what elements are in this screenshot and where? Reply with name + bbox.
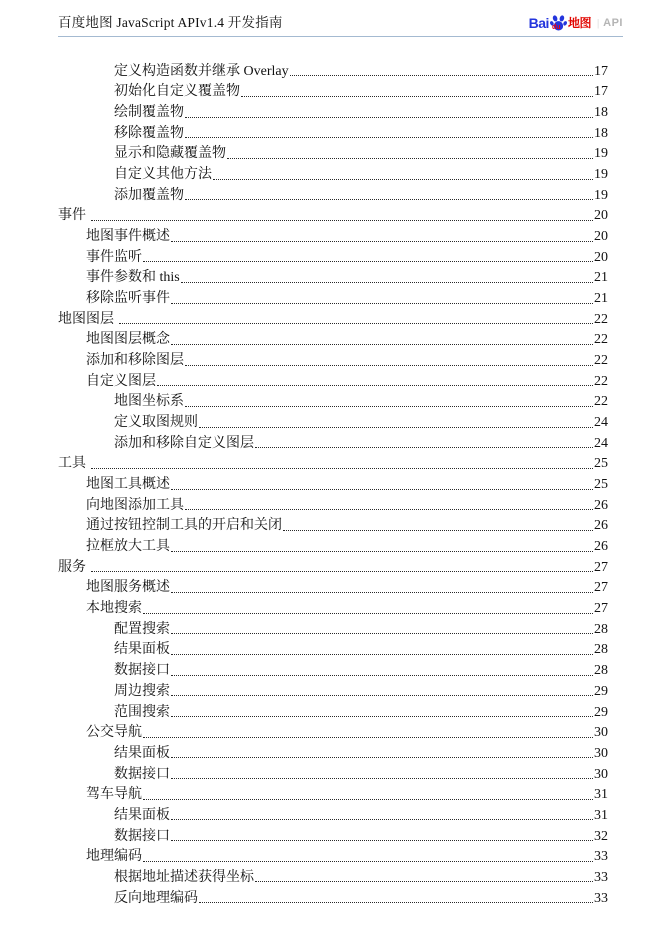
toc-page-number: 32 [594, 828, 608, 844]
toc-entry[interactable] [58, 783, 608, 804]
toc-page-number: 26 [594, 497, 608, 513]
toc-entry-label: 定义取图规则 [114, 415, 198, 431]
toc-entry-label: 范围搜索 [114, 704, 170, 720]
logo-text-map: 地图 [567, 16, 591, 30]
toc-entry[interactable] [58, 555, 608, 576]
toc-leader-dots [255, 447, 593, 448]
toc-leader-dots [171, 695, 593, 696]
toc-entry[interactable] [58, 638, 608, 659]
toc-page-number: 22 [594, 311, 608, 327]
toc-entry[interactable] [58, 617, 608, 638]
toc-entry[interactable] [58, 472, 608, 493]
toc-entry[interactable] [58, 576, 608, 597]
toc-entry-label: 结果面板 [114, 745, 170, 761]
toc-leader-dots [241, 96, 593, 97]
toc-page-number: 22 [594, 353, 608, 369]
toc-page-number: 17 [594, 63, 608, 79]
toc-leader-dots [171, 654, 593, 655]
document-title: 百度地图 JavaScript APIv1.4 开发指南 [58, 15, 283, 30]
toc-entry[interactable] [58, 514, 608, 535]
toc-entry[interactable] [58, 266, 608, 287]
toc-entry-label: 添加覆盖物 [114, 187, 184, 203]
toc-entry-label: 地图事件概述 [86, 229, 170, 245]
toc-entry[interactable] [58, 431, 608, 452]
toc-leader-dots [185, 406, 593, 407]
toc-entry-label: 定义构造函数并继承 Overlay [114, 63, 289, 79]
toc-entry-label: 事件 [58, 208, 86, 224]
toc-entry[interactable] [58, 452, 608, 473]
toc-entry-label: 结果面板 [114, 642, 170, 658]
toc-page-number: 20 [594, 208, 608, 224]
toc-entry-label: 地图图层概念 [86, 332, 170, 348]
toc-leader-dots [91, 220, 593, 221]
toc-leader-dots [171, 716, 593, 717]
toc-entry[interactable] [58, 142, 608, 163]
toc-leader-dots [91, 571, 593, 572]
toc-entry-label: 地图服务概述 [86, 580, 170, 596]
toc-page-number: 19 [594, 167, 608, 183]
toc-entry[interactable] [58, 596, 608, 617]
baidu-paw-icon [550, 14, 567, 31]
toc-leader-dots [290, 75, 593, 76]
toc-entry-label: 绘制覆盖物 [114, 105, 184, 121]
toc-leader-dots [171, 489, 593, 490]
toc-entry-label: 服务 [58, 559, 86, 575]
toc-leader-dots [143, 737, 593, 738]
toc-page-number: 20 [594, 229, 608, 245]
toc-page-number: 31 [594, 807, 608, 823]
toc-page-number: 33 [594, 849, 608, 865]
toc-entry-label: 移除监听事件 [86, 291, 170, 307]
toc-entry-label: 添加和移除图层 [86, 353, 184, 369]
toc-page-number: 28 [594, 663, 608, 679]
toc-entry[interactable] [58, 224, 608, 245]
toc-page-number: 29 [594, 683, 608, 699]
toc-entry-label: 地图坐标系 [114, 394, 184, 410]
toc-entry[interactable] [58, 534, 608, 555]
toc-entry[interactable] [58, 121, 608, 142]
toc-page-number: 21 [594, 291, 608, 307]
toc-leader-dots [255, 881, 593, 882]
toc-entry[interactable] [58, 204, 608, 225]
toc-leader-dots [143, 613, 593, 614]
toc-leader-dots [171, 592, 593, 593]
toc-page-number: 30 [594, 766, 608, 782]
toc-page-number: 31 [594, 787, 608, 803]
toc-page-number: 29 [594, 704, 608, 720]
toc-leader-dots [171, 778, 593, 779]
toc-leader-dots [283, 530, 593, 531]
toc-page-number: 22 [594, 394, 608, 410]
toc-entry-label: 自定义图层 [86, 373, 156, 389]
toc-leader-dots [181, 282, 593, 283]
toc-leader-dots [171, 819, 593, 820]
toc-entry-label: 事件监听 [86, 249, 142, 265]
toc-entry-label: 向地图添加工具 [86, 497, 184, 513]
toc-entry-label: 地理编码 [86, 849, 142, 865]
toc-leader-dots [171, 633, 593, 634]
toc-page-number: 25 [594, 456, 608, 472]
toc-leader-dots [213, 179, 593, 180]
toc-leader-dots [185, 365, 593, 366]
toc-entry[interactable] [58, 80, 608, 101]
toc-entry[interactable] [58, 100, 608, 121]
toc-page-number: 27 [594, 559, 608, 575]
toc-entry-label: 数据接口 [114, 766, 170, 782]
toc-page-number: 28 [594, 621, 608, 637]
toc-entry[interactable] [58, 369, 608, 390]
toc-entry-label: 反向地理编码 [114, 890, 198, 906]
toc-page-number: 18 [594, 125, 608, 141]
toc-entry-label: 公交导航 [86, 725, 142, 741]
toc-leader-dots [171, 551, 593, 552]
toc-page-number: 25 [594, 477, 608, 493]
toc-entry[interactable] [58, 493, 608, 514]
toc-page-number: 33 [594, 890, 608, 906]
toc-page-number: 22 [594, 332, 608, 348]
toc-entry-label: 拉框放大工具 [86, 539, 170, 555]
toc-entry[interactable] [58, 865, 608, 886]
toc-entry-label: 配置搜索 [114, 621, 170, 637]
toc-leader-dots [171, 241, 593, 242]
toc-page-number: 22 [594, 373, 608, 389]
toc-entry[interactable] [58, 59, 608, 80]
logo-text-bai: Bai [528, 14, 549, 31]
toc-leader-dots [185, 199, 593, 200]
toc-entry[interactable] [58, 679, 608, 700]
toc-entry[interactable] [58, 162, 608, 183]
toc-entry-label: 工具 [58, 456, 86, 472]
toc-leader-dots [143, 861, 593, 862]
toc-entry[interactable] [58, 762, 608, 783]
toc-page-number: 28 [594, 642, 608, 658]
toc-entry-label: 事件参数和 this [86, 270, 180, 286]
toc-entry-label: 初始化自定义覆盖物 [114, 84, 240, 100]
baidu-maps-logo [529, 14, 623, 31]
toc-leader-dots [119, 323, 593, 324]
toc-page-number: 24 [594, 415, 608, 431]
toc-leader-dots [171, 344, 593, 345]
toc-page-number: 18 [594, 105, 608, 121]
toc-leader-dots [143, 261, 593, 262]
page-header [58, 0, 623, 37]
toc-entry[interactable] [58, 721, 608, 742]
toc-entry-label: 驾车导航 [86, 787, 142, 803]
toc-leader-dots [143, 799, 593, 800]
toc-page-number: 27 [594, 580, 608, 596]
toc-entry[interactable] [58, 410, 608, 431]
toc-page-number: 21 [594, 270, 608, 286]
toc-entry[interactable] [58, 286, 608, 307]
toc-page-number: 26 [594, 539, 608, 555]
toc-entry-label: 本地搜索 [86, 601, 142, 617]
toc-entry[interactable] [58, 824, 608, 845]
toc-entry-label: 显示和隐藏覆盖物 [114, 146, 226, 162]
toc-page-number: 19 [594, 146, 608, 162]
toc-leader-dots [185, 117, 593, 118]
toc-page-number: 17 [594, 84, 608, 100]
toc-entry-label: 移除覆盖物 [114, 125, 184, 141]
toc-page-number: 24 [594, 435, 608, 451]
toc-page-number: 20 [594, 249, 608, 265]
toc-leader-dots [171, 303, 593, 304]
logo-text-du: du [551, 24, 561, 31]
toc-page-number: 26 [594, 518, 608, 534]
toc-page-number: 30 [594, 725, 608, 741]
toc-leader-dots [185, 137, 593, 138]
toc-entry-label: 周边搜索 [114, 683, 170, 699]
table-of-contents [58, 59, 608, 907]
toc-entry[interactable] [58, 845, 608, 866]
toc-entry-label: 结果面板 [114, 807, 170, 823]
toc-page-number: 33 [594, 869, 608, 885]
toc-leader-dots [171, 675, 593, 676]
toc-entry[interactable] [58, 390, 608, 411]
toc-leader-dots [199, 427, 593, 428]
toc-leader-dots [185, 509, 593, 510]
toc-entry[interactable] [58, 658, 608, 679]
logo-divider: | [596, 16, 600, 29]
toc-page-number: 27 [594, 601, 608, 617]
toc-entry[interactable] [58, 183, 608, 204]
toc-entry[interactable] [58, 803, 608, 824]
toc-entry[interactable] [58, 348, 608, 369]
toc-leader-dots [199, 902, 593, 903]
logo-text-api: API [603, 16, 623, 29]
toc-entry-label: 根据地址描述获得坐标 [114, 869, 254, 885]
toc-entry-label: 自定义其他方法 [114, 167, 212, 183]
toc-entry-label: 数据接口 [114, 828, 170, 844]
toc-entry[interactable] [58, 245, 608, 266]
toc-leader-dots [227, 158, 593, 159]
toc-page-number: 19 [594, 187, 608, 203]
toc-entry-label: 地图图层 [58, 311, 114, 327]
toc-entry-label: 添加和移除自定义图层 [114, 435, 254, 451]
toc-entry-label: 数据接口 [114, 663, 170, 679]
toc-entry-label: 通过按钮控制工具的开启和关闭 [86, 518, 282, 534]
toc-leader-dots [171, 840, 593, 841]
toc-entry[interactable] [58, 307, 608, 328]
toc-entry[interactable] [58, 886, 608, 907]
toc-leader-dots [171, 757, 593, 758]
toc-entry[interactable] [58, 741, 608, 762]
toc-entry[interactable] [58, 700, 608, 721]
toc-page-number: 30 [594, 745, 608, 761]
toc-entry[interactable] [58, 328, 608, 349]
toc-entry-label: 地图工具概述 [86, 477, 170, 493]
toc-leader-dots [91, 468, 593, 469]
toc-leader-dots [157, 385, 593, 386]
